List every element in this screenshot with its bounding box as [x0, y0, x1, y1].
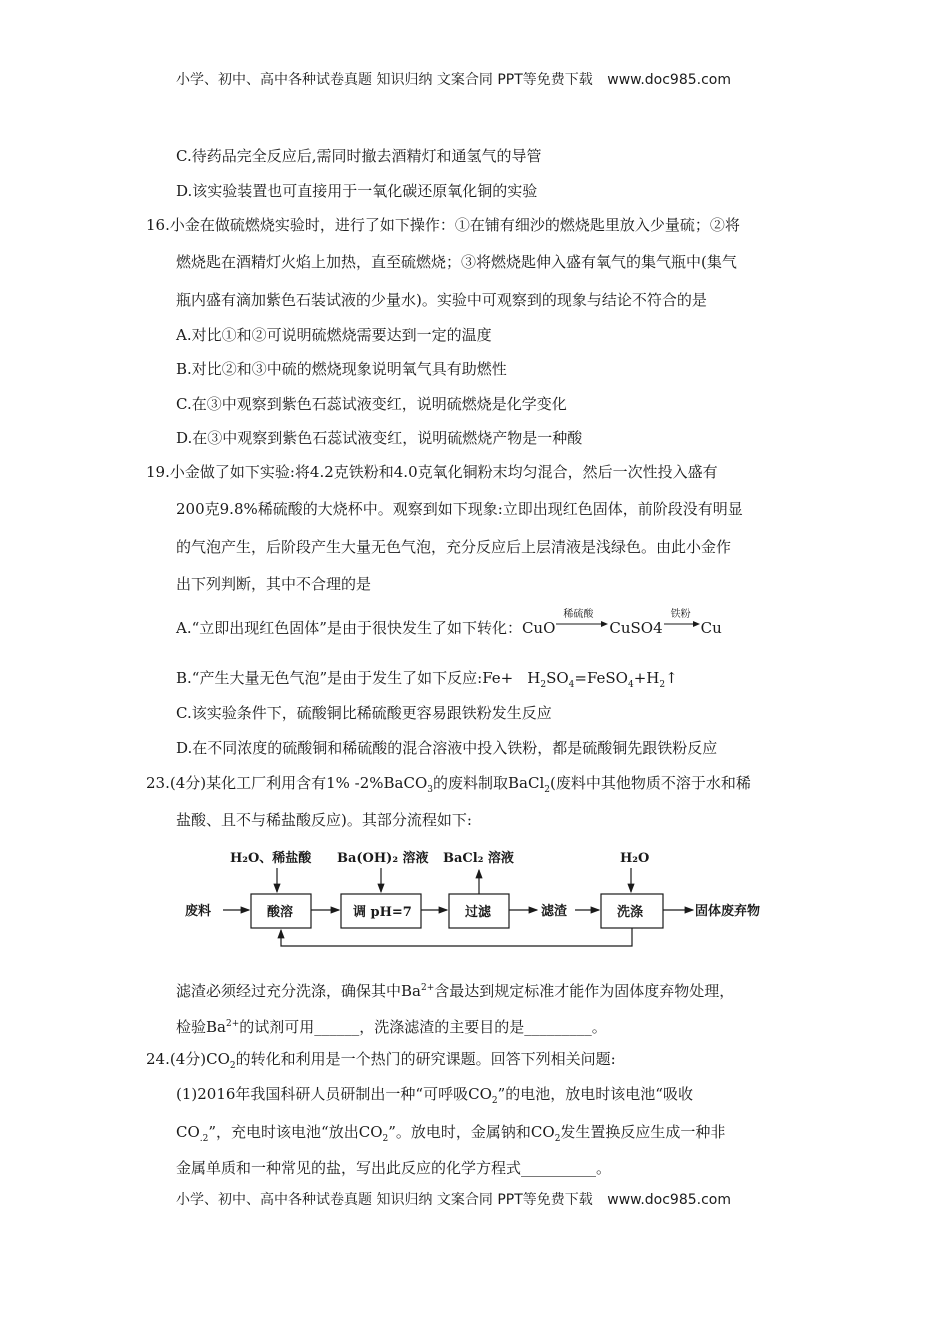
- q24-line3-part-e: ”。放电时，金属钠和CO: [388, 1123, 555, 1141]
- q23-stem-line3: [176, 978, 734, 1001]
- q23-line3-part-b: 含最达到规定标准才能作为固体度弃物处理，: [434, 982, 735, 1000]
- q23-line1-sub-a: 3: [427, 785, 434, 795]
- flow-output-bacl2: BaCl₂ 溶液: [443, 851, 514, 866]
- q23-line4-part-b: 的试剂可用______，洗涤滤渣的主要目的是_________。: [239, 1018, 607, 1036]
- equation-sub-2a: 2: [540, 680, 547, 690]
- cu-formula: Cu: [700, 619, 722, 637]
- q23-line3-part-a: 滤渣必须经过充分洗涤，确保其中Ba: [176, 982, 421, 1000]
- q24-stem-line3: [176, 1122, 725, 1149]
- q15-option-d: D.该实验装置也可直接用于一氧化碳还原氧化铜的实验: [176, 182, 538, 200]
- q23-line1-part-a: 23.(4分)某化工厂利用含有1% -2%BaCO: [146, 774, 428, 792]
- q16-stem-line1: 16.小金在做硫燃烧实验时，进行了如下操作：①在铺有细沙的燃烧匙里放入少量硫；②将: [146, 216, 740, 234]
- q23-line1-sub-b: 2: [544, 785, 550, 795]
- q16-option-b: B.对比②和③中硫的燃烧现象说明氧气具有助燃性: [176, 360, 507, 378]
- q19-stem-line2: 200克9.8%稀硫酸的大烧杯中。观察到如下现象:立即出现红色固体，前阶段没有明显: [176, 500, 743, 518]
- q24-line2-sub: 2: [491, 1096, 498, 1106]
- equation-h2: +H: [633, 669, 660, 687]
- header-text: 小学、初中、高中各种试卷真题 知识归纳 文案合同 PPT等免费下载: [176, 72, 593, 88]
- q19-stem-line1: 19.小金做了如下实验:将4.2克铁粉和4.0克氧化铜粉末均匀混合，然后一次性投入盛有: [146, 463, 718, 481]
- arrow-label-iron-powder: 铁粉: [670, 609, 691, 620]
- flow-start-waste: 废料: [185, 904, 212, 919]
- q19-option-a: [176, 609, 722, 638]
- equation-so: SO: [546, 669, 569, 687]
- q19-option-a-text: A.“立即出现红色固体”是由于很快发生了如下转化：: [176, 619, 522, 637]
- equation-sub-2b: 2: [659, 680, 666, 690]
- q24-line3-part-g: 发生置换反应生成一种非: [560, 1123, 726, 1141]
- flow-mid-residue: 滤渣: [541, 904, 568, 919]
- reaction-arrow-2: [663, 609, 701, 633]
- q16-stem-line2: 燃烧匙在酒精灯火焰上加热，直至硫燃烧；③将燃烧匙伸入盛有氧气的集气瓶中(集气: [176, 253, 737, 271]
- q24-line2-part-a: (1)2016年我国科研人员研制出一种“可呼吸CO: [176, 1085, 492, 1103]
- q19-option-b: [176, 668, 678, 695]
- flow-input-baoh2: Ba(OH)₂ 溶液: [337, 851, 429, 866]
- flow-diagram-svg: [185, 842, 785, 957]
- equation-sub-4b: 4: [627, 680, 634, 690]
- q19-stem-line3: 的气泡产生，后阶段产生大量无色气泡，充分反应后上层清液是浅绿色。由此小金作: [176, 538, 732, 556]
- q24-line1-part-a: 24.(4分)CO: [146, 1050, 230, 1068]
- cuso4-formula: CuSO4: [609, 619, 663, 637]
- q24-line3-sub-b: 2: [382, 1134, 389, 1144]
- footer-url: www.doc985.com: [607, 1192, 731, 1208]
- cuo-formula: CuO: [521, 619, 556, 637]
- q24-line1-sub: 2: [229, 1061, 236, 1071]
- header-url: www.doc985.com: [607, 72, 731, 88]
- q23-stem-line2: 盐酸、且不与稀盐酸反应)。其部分流程如下:: [176, 811, 472, 829]
- q24-line1-part-c: 的转化和利用是一个热门的研究课题。回答下列相关问题:: [235, 1050, 616, 1068]
- q16-option-d: D.在③中观察到紫色石蕊试液变红，说明硫燃烧产物是一种酸: [176, 429, 583, 447]
- flow-input-water-hcl: H₂O、稀盐酸: [230, 851, 312, 866]
- q23-line1-part-c: 的废料制取BaCl: [433, 774, 545, 792]
- footer-text: 小学、初中、高中各种试卷真题 知识归纳 文案合同 PPT等免费下载: [176, 1192, 593, 1208]
- flow-end-solid-waste: 固体废弃物: [695, 904, 761, 919]
- arrow-label-dilute-acid: 稀硫酸: [563, 609, 594, 620]
- right-arrow-icon: [555, 613, 609, 633]
- q23-line4-part-a: 检验Ba: [176, 1018, 226, 1036]
- flow-box-acid-dissolve-label: 酸溶: [267, 905, 294, 920]
- process-flow-diagram: [185, 842, 785, 957]
- gas-up-arrow-icon: ↑: [665, 669, 678, 687]
- q19-option-b-text: B.“产生大量无色气泡”是由于发生了如下反应:: [176, 669, 483, 687]
- flow-recycle-arrow: [281, 928, 632, 946]
- flow-box-adjust-ph-label: 调 pH=7: [353, 905, 412, 920]
- q19-stem-line4: 出下列判断，其中不合理的是: [176, 575, 372, 593]
- q16-option-a: A.对比①和②可说明硫燃烧需要达到一定的温度: [176, 326, 492, 344]
- q24-line3-part-c: ”，充电时该电池“放出CO: [208, 1123, 383, 1141]
- q23-stem-line1: [146, 773, 751, 800]
- q24-stem-line2: [176, 1084, 693, 1111]
- q23-line3-sup: 2+: [420, 983, 435, 993]
- q24-line3-sub-a: .2: [199, 1134, 209, 1144]
- page-footer: [176, 1190, 731, 1210]
- equation-h: H: [527, 669, 541, 687]
- flow-box-filter-label: 过滤: [465, 905, 492, 920]
- reaction-arrow-1: [555, 609, 609, 633]
- equation-feso: =FeSO: [574, 669, 628, 687]
- q16-option-c: C.在③中观察到紫色石蕊试液变红，说明硫燃烧是化学变化: [176, 395, 567, 413]
- flow-box-wash-label: 洗涤: [617, 905, 644, 920]
- page-header: [176, 70, 731, 90]
- right-arrow-icon: [663, 613, 701, 633]
- q23-line1-part-e: (废料中其他物质不溶于水和稀: [550, 774, 751, 792]
- q24-stem-line4: 金属单质和一种常见的盐，写出此反应的化学方程式__________。: [176, 1159, 612, 1177]
- q23-stem-line4: [176, 1014, 607, 1037]
- q24-line2-part-c: ”的电池，放电时该电池“吸收: [497, 1085, 693, 1103]
- q19-option-d: D.在不同浓度的硫酸铜和稀硫酸的混合溶液中投入铁粉，都是硫酸铜先跟铁粉反应: [176, 739, 718, 757]
- q19-option-c: C.该实验条件下，硫酸铜比稀硫酸更容易跟铁粉发生反应: [176, 704, 552, 722]
- q24-line3-sub-c: 2: [554, 1134, 561, 1144]
- q24-line3-part-a: CO: [176, 1123, 200, 1141]
- flow-input-water: H₂O: [620, 851, 650, 866]
- q24-stem-line1: [146, 1049, 616, 1076]
- q15-option-c: C.待药品完全反应后,需同时撤去酒精灯和通氢气的导管: [176, 147, 542, 165]
- q23-line4-sup: 2+: [225, 1019, 240, 1029]
- q16-stem-line3: 瓶内盛有滴加紫色石装试液的少量水)。实验中可观察到的现象与结论不符合的是: [176, 291, 707, 309]
- equation-sub-4a: 4: [568, 680, 575, 690]
- equation-fe: Fe+: [482, 669, 514, 687]
